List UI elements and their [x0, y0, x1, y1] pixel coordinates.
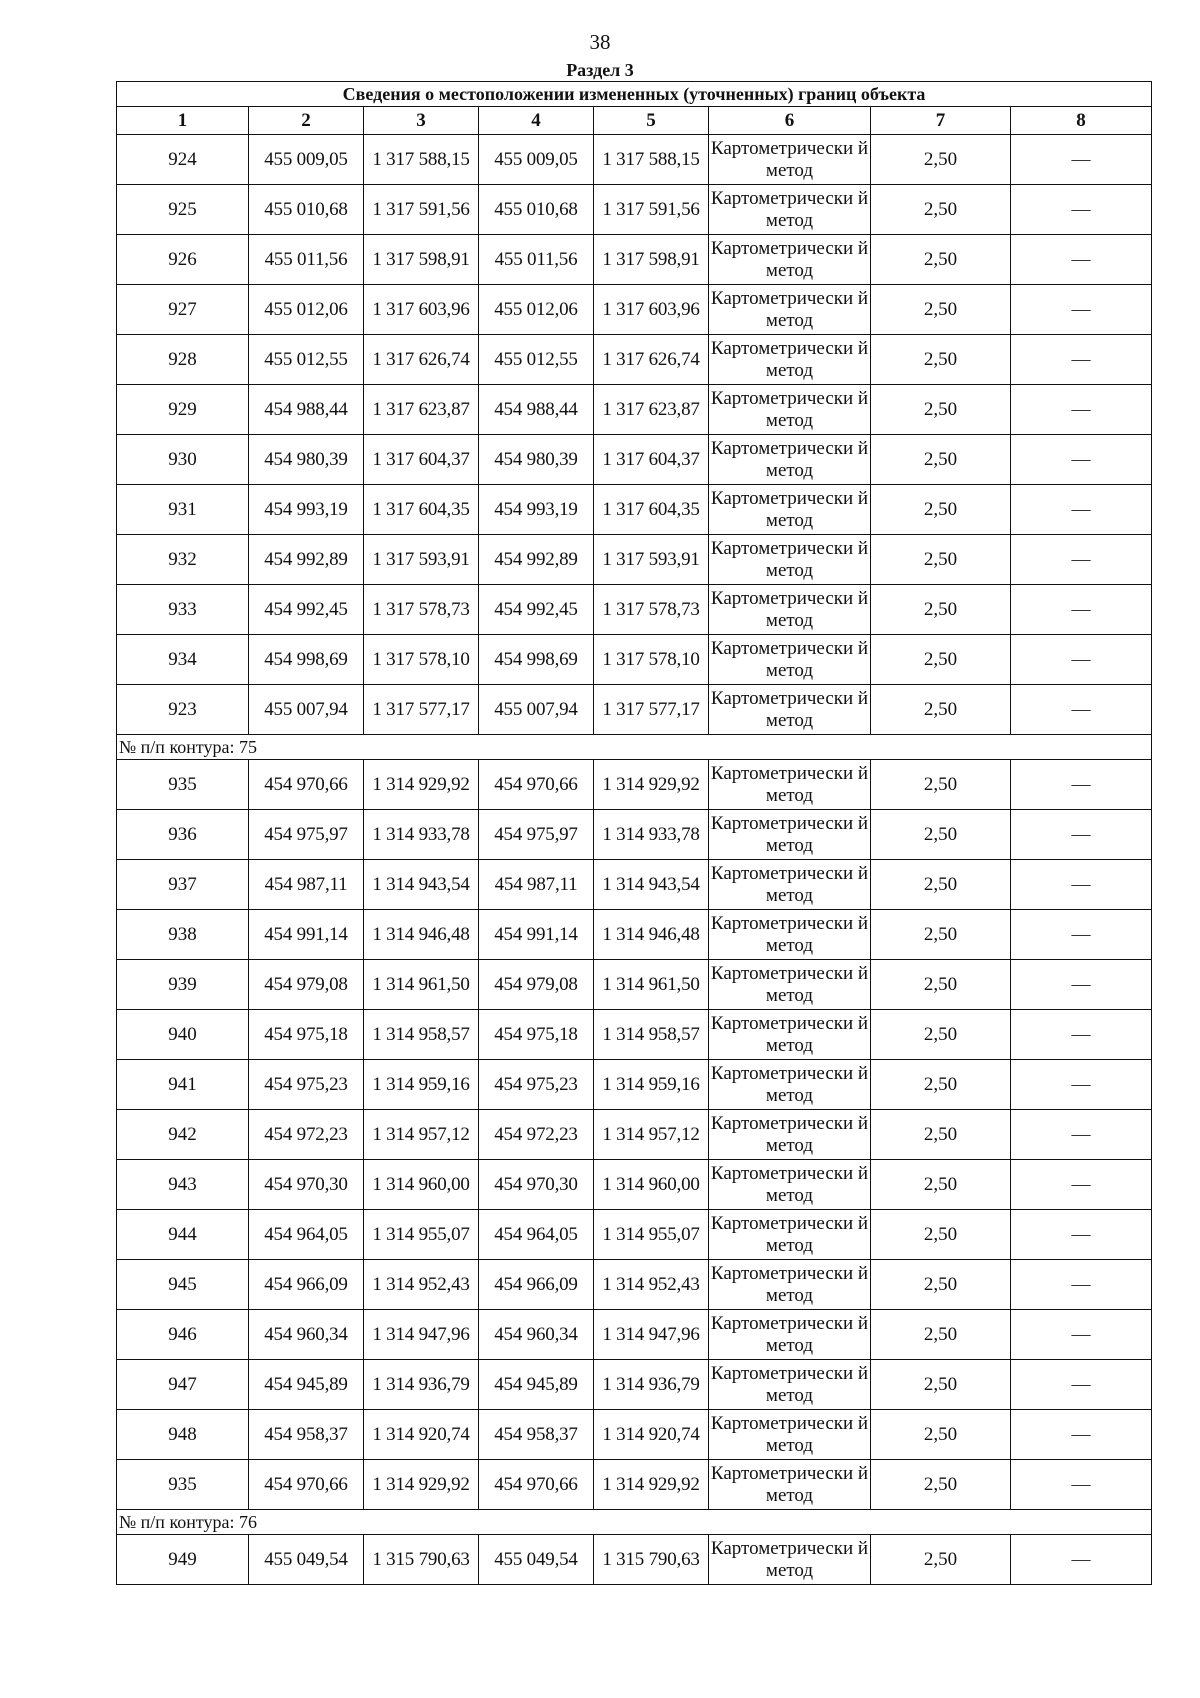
- method-cell: Картометрически й метод: [709, 1360, 871, 1410]
- table-row: [117, 1110, 1152, 1160]
- description-cell: —: [1011, 285, 1152, 335]
- table-row: [117, 1160, 1152, 1210]
- description-cell: —: [1011, 1535, 1152, 1585]
- y-coordinate-new: 1 314 936,79: [594, 1360, 709, 1410]
- x-coordinate-new: 454 970,30: [479, 1160, 594, 1210]
- point-number: 933: [117, 585, 249, 635]
- y-coordinate-new: 1 317 604,35: [594, 485, 709, 535]
- x-coordinate-new: 454 970,66: [479, 760, 594, 810]
- x-coordinate: 455 011,56: [249, 235, 364, 285]
- accuracy-cell: 2,50: [871, 1260, 1011, 1310]
- table-row: [117, 385, 1152, 435]
- x-coordinate-new: 454 987,11: [479, 860, 594, 910]
- y-coordinate: 1 317 591,56: [364, 185, 479, 235]
- table-row: [117, 585, 1152, 635]
- accuracy-cell: 2,50: [871, 235, 1011, 285]
- column-header: 3: [364, 107, 479, 135]
- method-cell: Картометрически й метод: [709, 1460, 871, 1510]
- y-coordinate-new: 1 314 957,12: [594, 1110, 709, 1160]
- y-coordinate: 1 317 577,17: [364, 685, 479, 735]
- point-number: 931: [117, 485, 249, 535]
- y-coordinate: 1 314 929,92: [364, 1460, 479, 1510]
- table-row: [117, 1010, 1152, 1060]
- point-number: 928: [117, 335, 249, 385]
- point-number: 944: [117, 1210, 249, 1260]
- table-body: [117, 82, 1152, 1585]
- point-number: 940: [117, 1010, 249, 1060]
- y-coordinate: 1 317 593,91: [364, 535, 479, 585]
- point-number: 923: [117, 685, 249, 735]
- table-row: [117, 1310, 1152, 1360]
- x-coordinate-new: 454 964,05: [479, 1210, 594, 1260]
- table-row: [117, 235, 1152, 285]
- method-cell: Картометрически й метод: [709, 1260, 871, 1310]
- x-coordinate: 454 987,11: [249, 860, 364, 910]
- x-coordinate-new: 454 991,14: [479, 910, 594, 960]
- x-coordinate: 454 970,66: [249, 1460, 364, 1510]
- y-coordinate: 1 314 920,74: [364, 1410, 479, 1460]
- y-coordinate-new: 1 314 947,96: [594, 1310, 709, 1360]
- x-coordinate-new: 455 011,56: [479, 235, 594, 285]
- accuracy-cell: 2,50: [871, 135, 1011, 185]
- accuracy-cell: 2,50: [871, 335, 1011, 385]
- method-cell: Картометрически й метод: [709, 485, 871, 535]
- point-number: 941: [117, 1060, 249, 1110]
- x-coordinate: 454 980,39: [249, 435, 364, 485]
- column-header: 8: [1011, 107, 1152, 135]
- column-header: 4: [479, 107, 594, 135]
- accuracy-cell: 2,50: [871, 485, 1011, 535]
- description-cell: —: [1011, 1210, 1152, 1260]
- method-cell: Картометрически й метод: [709, 285, 871, 335]
- point-number: 936: [117, 810, 249, 860]
- table-row: [117, 910, 1152, 960]
- method-cell: Картометрически й метод: [709, 685, 871, 735]
- description-cell: —: [1011, 860, 1152, 910]
- accuracy-cell: 2,50: [871, 1310, 1011, 1360]
- y-coordinate-new: 1 314 959,16: [594, 1060, 709, 1110]
- method-cell: Картометрически й метод: [709, 435, 871, 485]
- description-cell: —: [1011, 1460, 1152, 1510]
- method-cell: Картометрически й метод: [709, 385, 871, 435]
- x-coordinate-new: 454 993,19: [479, 485, 594, 535]
- x-coordinate-new: 454 988,44: [479, 385, 594, 435]
- contour-separator-row: [117, 735, 1152, 760]
- accuracy-cell: 2,50: [871, 1110, 1011, 1160]
- x-coordinate: 454 958,37: [249, 1410, 364, 1460]
- point-number: 935: [117, 760, 249, 810]
- table-row: [117, 810, 1152, 860]
- method-cell: Картометрически й метод: [709, 335, 871, 385]
- description-cell: —: [1011, 585, 1152, 635]
- point-number: 942: [117, 1110, 249, 1160]
- x-coordinate-new: 454 975,18: [479, 1010, 594, 1060]
- method-cell: Картометрически й метод: [709, 535, 871, 585]
- x-coordinate: 454 945,89: [249, 1360, 364, 1410]
- accuracy-cell: 2,50: [871, 585, 1011, 635]
- description-cell: —: [1011, 385, 1152, 435]
- contour-label: № п/п контура: 75: [117, 735, 1152, 760]
- point-number: 949: [117, 1535, 249, 1585]
- point-number: 939: [117, 960, 249, 1010]
- y-coordinate-new: 1 314 943,54: [594, 860, 709, 910]
- column-header: 2: [249, 107, 364, 135]
- description-cell: —: [1011, 1260, 1152, 1310]
- point-number: 927: [117, 285, 249, 335]
- table-row: [117, 960, 1152, 1010]
- y-coordinate: 1 317 626,74: [364, 335, 479, 385]
- table-row: [117, 1060, 1152, 1110]
- description-cell: —: [1011, 435, 1152, 485]
- y-coordinate: 1 314 943,54: [364, 860, 479, 910]
- accuracy-cell: 2,50: [871, 385, 1011, 435]
- method-cell: Картометрически й метод: [709, 1535, 871, 1585]
- description-cell: —: [1011, 1110, 1152, 1160]
- accuracy-cell: 2,50: [871, 285, 1011, 335]
- y-coordinate: 1 314 957,12: [364, 1110, 479, 1160]
- accuracy-cell: 2,50: [871, 185, 1011, 235]
- method-cell: Картометрически й метод: [709, 1210, 871, 1260]
- x-coordinate-new: 454 972,23: [479, 1110, 594, 1160]
- table-row: [117, 635, 1152, 685]
- method-cell: Картометрически й метод: [709, 910, 871, 960]
- y-coordinate: 1 314 936,79: [364, 1360, 479, 1410]
- table-row: [117, 760, 1152, 810]
- y-coordinate: 1 317 623,87: [364, 385, 479, 435]
- point-number: 947: [117, 1360, 249, 1410]
- column-number-row: [117, 107, 1152, 135]
- y-coordinate: 1 314 960,00: [364, 1160, 479, 1210]
- x-coordinate: 454 966,09: [249, 1260, 364, 1310]
- method-cell: Картометрически й метод: [709, 635, 871, 685]
- x-coordinate-new: 454 992,45: [479, 585, 594, 635]
- y-coordinate-new: 1 314 929,92: [594, 1460, 709, 1510]
- x-coordinate: 454 993,19: [249, 485, 364, 535]
- point-number: 937: [117, 860, 249, 910]
- x-coordinate-new: 454 960,34: [479, 1310, 594, 1360]
- point-number: 938: [117, 910, 249, 960]
- y-coordinate: 1 317 578,73: [364, 585, 479, 635]
- contour-separator-row: [117, 1510, 1152, 1535]
- point-number: 935: [117, 1460, 249, 1510]
- section-title: Раздел 3: [566, 60, 634, 80]
- x-coordinate-new: 454 998,69: [479, 635, 594, 685]
- x-coordinate: 454 975,97: [249, 810, 364, 860]
- page-number: 38: [589, 30, 611, 54]
- y-coordinate: 1 317 598,91: [364, 235, 479, 285]
- description-cell: —: [1011, 1360, 1152, 1410]
- accuracy-cell: 2,50: [871, 1360, 1011, 1410]
- y-coordinate-new: 1 314 960,00: [594, 1160, 709, 1210]
- boundary-table: [116, 81, 1152, 1585]
- column-header: 1: [117, 107, 249, 135]
- method-cell: Картометрически й метод: [709, 810, 871, 860]
- accuracy-cell: 2,50: [871, 1460, 1011, 1510]
- description-cell: —: [1011, 185, 1152, 235]
- y-coordinate-new: 1 315 790,63: [594, 1535, 709, 1585]
- accuracy-cell: 2,50: [871, 535, 1011, 585]
- x-coordinate-new: 454 966,09: [479, 1260, 594, 1310]
- accuracy-cell: 2,50: [871, 1160, 1011, 1210]
- accuracy-cell: 2,50: [871, 1410, 1011, 1460]
- x-coordinate: 454 998,69: [249, 635, 364, 685]
- point-number: 946: [117, 1310, 249, 1360]
- y-coordinate-new: 1 317 593,91: [594, 535, 709, 585]
- y-coordinate-new: 1 317 603,96: [594, 285, 709, 335]
- y-coordinate-new: 1 317 578,73: [594, 585, 709, 635]
- y-coordinate-new: 1 317 598,91: [594, 235, 709, 285]
- description-cell: —: [1011, 485, 1152, 535]
- table-row: [117, 685, 1152, 735]
- accuracy-cell: 2,50: [871, 960, 1011, 1010]
- y-coordinate-new: 1 314 958,57: [594, 1010, 709, 1060]
- x-coordinate-new: 454 992,89: [479, 535, 594, 585]
- method-cell: Картометрически й метод: [709, 1410, 871, 1460]
- method-cell: Картометрически й метод: [709, 1160, 871, 1210]
- accuracy-cell: 2,50: [871, 635, 1011, 685]
- x-coordinate: 454 960,34: [249, 1310, 364, 1360]
- x-coordinate: 454 991,14: [249, 910, 364, 960]
- y-coordinate-new: 1 314 929,92: [594, 760, 709, 810]
- y-coordinate: 1 317 588,15: [364, 135, 479, 185]
- x-coordinate-new: 454 980,39: [479, 435, 594, 485]
- x-coordinate: 454 992,89: [249, 535, 364, 585]
- table-row: [117, 1535, 1152, 1585]
- point-number: 934: [117, 635, 249, 685]
- x-coordinate-new: 455 049,54: [479, 1535, 594, 1585]
- accuracy-cell: 2,50: [871, 1060, 1011, 1110]
- x-coordinate: 454 979,08: [249, 960, 364, 1010]
- x-coordinate: 455 009,05: [249, 135, 364, 185]
- x-coordinate: 455 012,55: [249, 335, 364, 385]
- description-cell: —: [1011, 535, 1152, 585]
- y-coordinate-new: 1 314 961,50: [594, 960, 709, 1010]
- table-row: [117, 1210, 1152, 1260]
- y-coordinate-new: 1 317 604,37: [594, 435, 709, 485]
- table-row: [117, 1410, 1152, 1460]
- x-coordinate-new: 455 012,06: [479, 285, 594, 335]
- x-coordinate: 454 972,23: [249, 1110, 364, 1160]
- method-cell: Картометрически й метод: [709, 760, 871, 810]
- y-coordinate-new: 1 317 623,87: [594, 385, 709, 435]
- table-row: [117, 1360, 1152, 1410]
- x-coordinate: 454 992,45: [249, 585, 364, 635]
- x-coordinate: 455 049,54: [249, 1535, 364, 1585]
- x-coordinate: 454 975,23: [249, 1060, 364, 1110]
- point-number: 945: [117, 1260, 249, 1310]
- y-coordinate-new: 1 317 591,56: [594, 185, 709, 235]
- accuracy-cell: 2,50: [871, 760, 1011, 810]
- point-number: 926: [117, 235, 249, 285]
- accuracy-cell: 2,50: [871, 1210, 1011, 1260]
- point-number: 932: [117, 535, 249, 585]
- point-number: 943: [117, 1160, 249, 1210]
- column-header: 5: [594, 107, 709, 135]
- table-row: [117, 335, 1152, 385]
- accuracy-cell: 2,50: [871, 685, 1011, 735]
- x-coordinate-new: 455 007,94: [479, 685, 594, 735]
- y-coordinate: 1 317 578,10: [364, 635, 479, 685]
- x-coordinate: 455 010,68: [249, 185, 364, 235]
- method-cell: Картометрически й метод: [709, 185, 871, 235]
- y-coordinate: 1 314 929,92: [364, 760, 479, 810]
- description-cell: —: [1011, 335, 1152, 385]
- y-coordinate-new: 1 317 588,15: [594, 135, 709, 185]
- description-cell: —: [1011, 685, 1152, 735]
- contour-label: № п/п контура: 76: [117, 1510, 1152, 1535]
- description-cell: —: [1011, 1160, 1152, 1210]
- x-coordinate-new: 455 010,68: [479, 185, 594, 235]
- y-coordinate: 1 314 961,50: [364, 960, 479, 1010]
- description-cell: —: [1011, 1010, 1152, 1060]
- description-cell: —: [1011, 960, 1152, 1010]
- y-coordinate: 1 314 958,57: [364, 1010, 479, 1060]
- y-coordinate: 1 315 790,63: [364, 1535, 479, 1585]
- y-coordinate-new: 1 317 577,17: [594, 685, 709, 735]
- y-coordinate-new: 1 314 955,07: [594, 1210, 709, 1260]
- x-coordinate-new: 454 979,08: [479, 960, 594, 1010]
- y-coordinate: 1 317 604,37: [364, 435, 479, 485]
- x-coordinate: 454 970,30: [249, 1160, 364, 1210]
- x-coordinate: 454 964,05: [249, 1210, 364, 1260]
- y-coordinate: 1 314 947,96: [364, 1310, 479, 1360]
- description-cell: —: [1011, 1310, 1152, 1360]
- description-cell: —: [1011, 910, 1152, 960]
- method-cell: Картометрически й метод: [709, 1110, 871, 1160]
- x-coordinate-new: 454 958,37: [479, 1410, 594, 1460]
- x-coordinate-new: 455 012,55: [479, 335, 594, 385]
- method-cell: Картометрически й метод: [709, 1010, 871, 1060]
- table-row: [117, 185, 1152, 235]
- description-cell: —: [1011, 135, 1152, 185]
- y-coordinate-new: 1 314 952,43: [594, 1260, 709, 1310]
- y-coordinate-new: 1 314 920,74: [594, 1410, 709, 1460]
- description-cell: —: [1011, 235, 1152, 285]
- x-coordinate: 455 012,06: [249, 285, 364, 335]
- table-caption-row: [117, 82, 1152, 107]
- x-coordinate-new: 454 970,66: [479, 1460, 594, 1510]
- y-coordinate-new: 1 314 933,78: [594, 810, 709, 860]
- point-number: 948: [117, 1410, 249, 1460]
- accuracy-cell: 2,50: [871, 435, 1011, 485]
- description-cell: —: [1011, 1060, 1152, 1110]
- column-header: 6: [709, 107, 871, 135]
- y-coordinate: 1 314 955,07: [364, 1210, 479, 1260]
- description-cell: —: [1011, 635, 1152, 685]
- accuracy-cell: 2,50: [871, 810, 1011, 860]
- x-coordinate: 454 988,44: [249, 385, 364, 435]
- point-number: 924: [117, 135, 249, 185]
- table-row: [117, 1460, 1152, 1510]
- table-row: [117, 535, 1152, 585]
- method-cell: Картометрически й метод: [709, 1310, 871, 1360]
- table-row: [117, 285, 1152, 335]
- method-cell: Картометрически й метод: [709, 1060, 871, 1110]
- y-coordinate-new: 1 314 946,48: [594, 910, 709, 960]
- description-cell: —: [1011, 1410, 1152, 1460]
- point-number: 929: [117, 385, 249, 435]
- accuracy-cell: 2,50: [871, 1010, 1011, 1060]
- y-coordinate: 1 314 933,78: [364, 810, 479, 860]
- column-header: 7: [871, 107, 1011, 135]
- x-coordinate: 454 970,66: [249, 760, 364, 810]
- y-coordinate: 1 317 603,96: [364, 285, 479, 335]
- point-number: 930: [117, 435, 249, 485]
- method-cell: Картометрически й метод: [709, 860, 871, 910]
- x-coordinate: 454 975,18: [249, 1010, 364, 1060]
- method-cell: Картометрически й метод: [709, 960, 871, 1010]
- method-cell: Картометрически й метод: [709, 585, 871, 635]
- accuracy-cell: 2,50: [871, 1535, 1011, 1585]
- description-cell: —: [1011, 760, 1152, 810]
- method-cell: Картометрически й метод: [709, 235, 871, 285]
- x-coordinate-new: 454 975,97: [479, 810, 594, 860]
- y-coordinate: 1 314 952,43: [364, 1260, 479, 1310]
- y-coordinate: 1 314 959,16: [364, 1060, 479, 1110]
- x-coordinate-new: 454 975,23: [479, 1060, 594, 1110]
- point-number: 925: [117, 185, 249, 235]
- table-row: [117, 860, 1152, 910]
- y-coordinate: 1 314 946,48: [364, 910, 479, 960]
- table-row: [117, 435, 1152, 485]
- y-coordinate: 1 317 604,35: [364, 485, 479, 535]
- x-coordinate-new: 454 945,89: [479, 1360, 594, 1410]
- description-cell: —: [1011, 810, 1152, 860]
- table-caption: Сведения о местоположении измененных (уточненных) границ объекта: [117, 82, 1152, 107]
- method-cell: Картометрически й метод: [709, 135, 871, 185]
- x-coordinate: 455 007,94: [249, 685, 364, 735]
- table-row: [117, 1260, 1152, 1310]
- table-row: [117, 135, 1152, 185]
- y-coordinate-new: 1 317 578,10: [594, 635, 709, 685]
- x-coordinate-new: 455 009,05: [479, 135, 594, 185]
- y-coordinate-new: 1 317 626,74: [594, 335, 709, 385]
- accuracy-cell: 2,50: [871, 910, 1011, 960]
- accuracy-cell: 2,50: [871, 860, 1011, 910]
- table-row: [117, 485, 1152, 535]
